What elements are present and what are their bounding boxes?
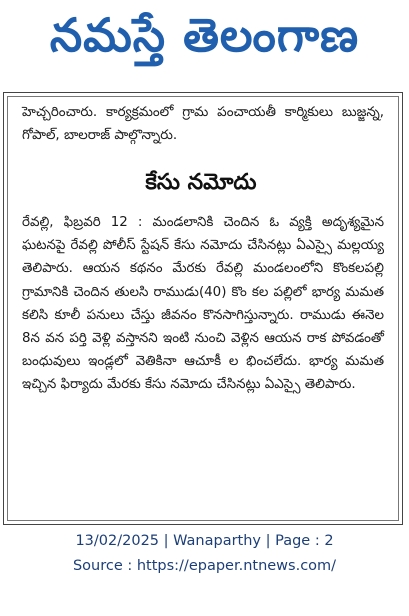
date-edition-page: 13/02/2025 | Wanaparthy | Page : 2 <box>75 533 334 549</box>
lead-paragraph: హెచ్చరించారు. కార్యక్రమంలో గ్రామ పంచాయతీ కార్మికులు బుజ్జన్న, గోపాల్, బాలరాజ్ పాల్గొన్నారు. <box>22 105 384 144</box>
newspaper-title: నమస్తే తెలంగాణ <box>49 8 360 62</box>
masthead <box>0 0 409 82</box>
article-body: రేవల్లి, ఫిబ్రవరి 12 : మండలానికి చెందిన ఓ వ్యక్తి అదృశ్యమైన ఘటనపై రేవల్లి పోలీస్ స్టేషన్ కేసు నమోదు చేసినట్లు ఏఎస్సై మల్లయ్య తెలిపారు. ఆయన కథనం మేరకు రేవల్లి మండలంలోని కొంకలపల్లి గ్రామానికి చెందిన తులసి రాముడు(40) కొం కల పల్లిలో భార్య మమత కలిసి కూలీ పనులు చేస్తు జీవనం కొనసాగిస్తున్నారు. రాముడు ఈనెల 8న వన పర్తి వెళ్లి వస్తానని ఇంటి నుంచి వెళ్లిన ఆయన రాక పోవడంతో బంధువులు ఇండ్లలో వెతికినా ఆచూకీ ల భించలేదు. భార్య మమత ఇచ్చిన ఫిర్యాదు మేరకు కేసు నమోదు చేసినట్లు ఏఎస్సై తెలిపారు. <box>22 215 384 393</box>
source-url: Source : https://epaper.ntnews.com/ <box>72 558 337 574</box>
article-headline: కేసు నమోదు <box>145 170 257 195</box>
article-clipping <box>3 92 403 525</box>
